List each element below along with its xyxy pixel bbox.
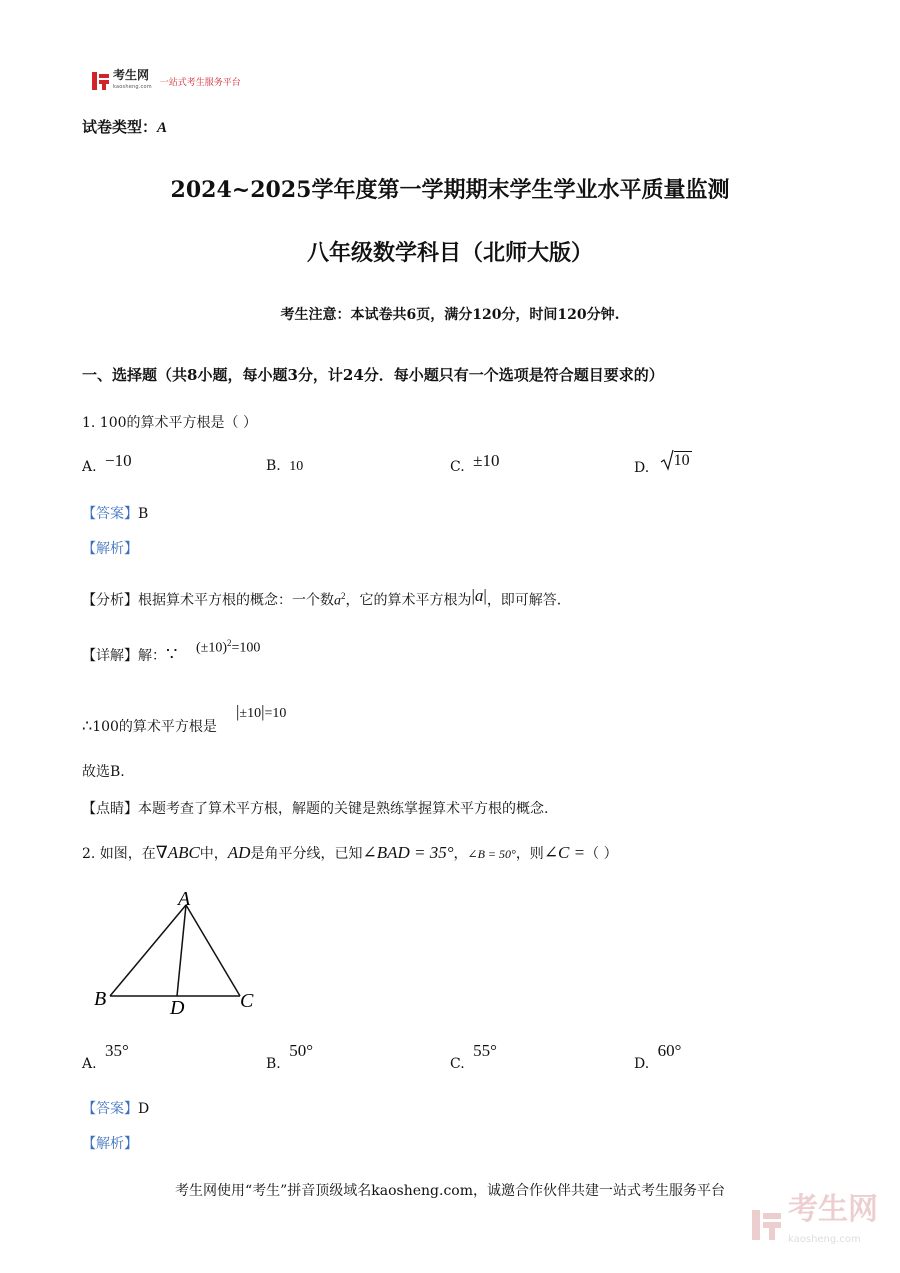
logo-brand-domain: kaosheng.com <box>113 84 152 90</box>
q2-stem-f: （ ） <box>585 846 618 862</box>
fenxi-tag: 【分析】 <box>82 592 138 609</box>
xiangjie-tag: 【详解】 <box>82 648 138 664</box>
therefore-text: 100的算术平方根是 <box>92 719 217 735</box>
bisector-ad <box>177 905 186 996</box>
q2-angle-b: ∠B = 50° <box>467 847 516 861</box>
q1-answer <box>82 504 148 524</box>
fenxi-text-a: 根据算术平方根的概念：一个数 <box>138 592 334 609</box>
eq1-rhs: =100 <box>231 640 261 656</box>
fenxi-text-c: ，即可解答. <box>486 592 562 609</box>
eq1-exp: 2 <box>227 638 232 648</box>
xiangjie-text: 解： <box>138 648 166 664</box>
fenxi-abs-var: a <box>474 585 484 605</box>
option-letter: B. <box>266 1056 281 1072</box>
q1-analysis-tag: 【解析】 <box>82 541 138 557</box>
q2-angle-bad: ∠BAD = 35° <box>362 843 454 862</box>
watermark <box>752 1192 878 1255</box>
q2-ad: AD <box>227 843 251 862</box>
vertex-label-b: B <box>94 988 107 1010</box>
eq2-bar-right: | <box>261 702 265 721</box>
sqrt-icon <box>660 449 674 471</box>
answer-tag: 【答案】 <box>82 1101 138 1117</box>
header-logo[interactable] <box>92 70 241 92</box>
q2-option-d <box>634 1041 682 1074</box>
option-value: 60° <box>657 1041 682 1060</box>
q2-stem-e: ，则 <box>515 846 544 862</box>
q2-stem-b: 中， <box>199 846 228 862</box>
paper-type-value: A <box>157 120 168 136</box>
page-subtitle: 八年级数学科目（北师大版） <box>306 240 593 266</box>
q2-option-b <box>266 1041 314 1074</box>
vertex-label-d: D <box>170 997 185 1019</box>
q1-conclusion: 故选B. <box>82 764 125 780</box>
kaosheng-logo-icon <box>92 72 110 90</box>
side-ab <box>110 905 186 996</box>
q1-stem: 1. 100的算术平方根是（ ） <box>82 415 257 431</box>
eq2-bar-left: | <box>236 702 240 721</box>
watermark-domain: kaosheng.com <box>788 1234 861 1245</box>
option-value-sqrt <box>660 449 692 471</box>
option-letter: A. <box>82 1056 97 1072</box>
paper-type <box>82 117 167 138</box>
q2-option-c <box>450 1041 497 1074</box>
option-value: 50° <box>289 1041 314 1060</box>
logo-brand <box>113 69 152 93</box>
q1-equation-2 <box>236 702 286 724</box>
q2-angle-c: ∠C = <box>543 843 586 862</box>
q2-answer <box>82 1099 149 1119</box>
option-value: ±10 <box>473 451 500 470</box>
dianjing-text: 本题考查了算术平方根，解题的关键是熟练掌握算术平方根的概念. <box>138 801 549 817</box>
option-letter: D. <box>634 1056 650 1072</box>
q2-triangle-symbol: ∇ <box>155 843 168 862</box>
option-value: −10 <box>105 451 132 470</box>
q1-xiangjie <box>82 645 177 666</box>
option-letter: A. <box>82 459 97 475</box>
q2-option-a <box>82 1041 129 1074</box>
q1-dianjing <box>82 799 548 819</box>
therefore-symbol: ∴ <box>82 716 93 735</box>
q1-line-therefore <box>82 716 217 737</box>
q2-stem-a: 2. 如图，在 <box>82 846 156 862</box>
vertex-label-c: C <box>240 990 254 1012</box>
q1-option-b <box>266 456 303 477</box>
fenxi-var: a <box>334 593 341 609</box>
option-letter: C. <box>450 459 465 475</box>
q2-stem-d: ， <box>453 846 468 862</box>
page-footer: 考生网使用“考生”拼音顶级域名kaosheng.com，诚邀合作伙伴共建一站式考生服务平台 <box>174 1183 726 1199</box>
q1-option-a <box>82 451 132 477</box>
q2-stem <box>82 843 618 864</box>
answer-tag: 【答案】 <box>82 506 138 522</box>
page-title: 2024~2025学年度第一学期期末学生学业水平质量监测 <box>170 177 730 203</box>
watermark-brand: 考生网 <box>788 1192 878 1227</box>
side-ac <box>186 905 240 996</box>
section-heading: 一、选择题（共8小题，每小题3分，计24分．每小题只有一个选项是符合题目要求的） <box>82 366 664 384</box>
answer-value: B <box>138 506 149 522</box>
q1-option-d <box>634 452 692 478</box>
q1-equation-1 <box>196 633 260 659</box>
q2-analysis-tag: 【解析】 <box>82 1136 138 1152</box>
option-letter: C. <box>450 1056 465 1072</box>
logo-brand-name: 考生网 <box>113 68 150 82</box>
q1-fenxi <box>82 586 561 612</box>
q2-stem-c: 是角平分线，已知 <box>250 846 363 862</box>
fenxi-exp: 2 <box>341 591 346 601</box>
option-value: 55° <box>473 1041 497 1060</box>
eq2-abs: ±10 <box>239 706 262 721</box>
answer-value: D <box>138 1101 150 1117</box>
fenxi-text-b: ，它的算术平方根为 <box>345 592 472 609</box>
sqrt-radicand: 10 <box>673 452 690 469</box>
dianjing-tag: 【点睛】 <box>82 801 138 817</box>
q1-option-c <box>450 451 500 477</box>
option-value: 10 <box>289 459 304 474</box>
q2-triangle-name: ABC <box>167 843 200 862</box>
exam-notice: 考生注意：本试卷共6页，满分120分，时间120分钟. <box>280 307 620 323</box>
fenxi-abs: |a| <box>471 585 487 605</box>
paper-type-label: 试卷类型： <box>82 118 158 136</box>
logo-slogan: 一站式考生服务平台 <box>159 77 241 88</box>
watermark-text <box>788 1192 878 1255</box>
because-symbol: ∵ <box>166 644 178 665</box>
q2-triangle-figure <box>90 885 270 1025</box>
option-letter: B. <box>266 458 281 474</box>
vertex-label-a: A <box>178 888 191 910</box>
eq1-base: (±10) <box>196 640 228 656</box>
eq2-rhs: =10 <box>264 706 287 721</box>
watermark-logo-icon <box>752 1210 782 1240</box>
option-letter: D. <box>634 460 650 476</box>
option-value: 35° <box>105 1041 129 1060</box>
